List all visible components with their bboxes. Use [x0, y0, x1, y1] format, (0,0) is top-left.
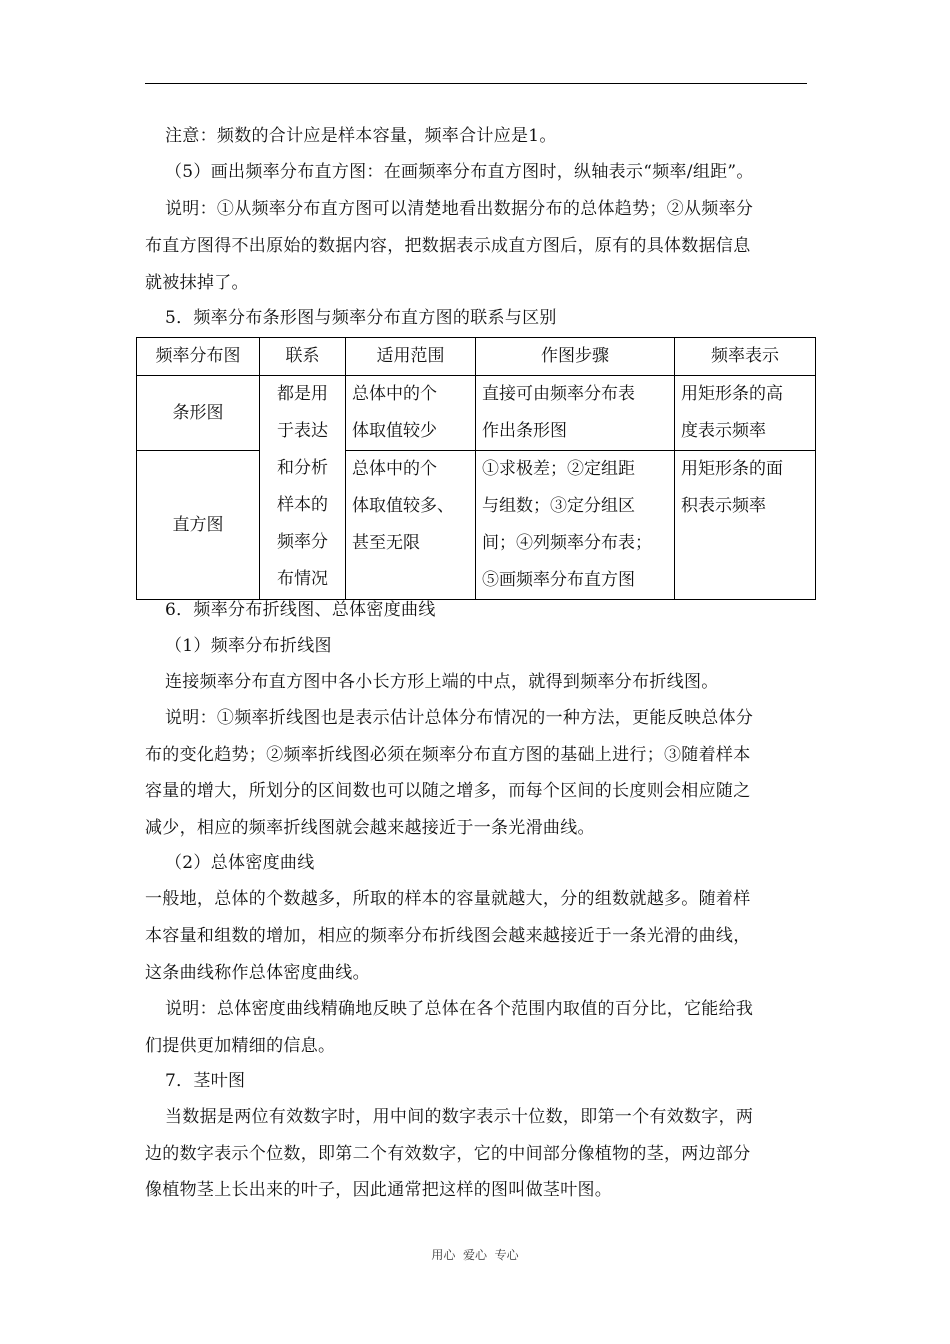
- link-line: 都是用: [277, 384, 328, 404]
- page-footer: 用心 爱心 专心: [431, 1248, 519, 1262]
- row-name-bar: 条形图: [137, 376, 260, 451]
- scope-line: 总体中的个: [352, 459, 437, 479]
- section-6-heading: 6．频率分布折线图、总体密度曲线: [165, 600, 436, 620]
- steps-cell-bar: [476, 376, 675, 451]
- polyline-definition: 连接频率分布直方图中各小长方形上端的中点，就得到频率分布折线图。: [165, 672, 719, 692]
- steps-line: ⑤画频率分布直方图: [482, 570, 635, 590]
- steps-line: 与组数；③定分组区: [482, 496, 635, 516]
- table-row-bar: [137, 376, 816, 451]
- header-rule: [145, 83, 807, 84]
- polyline-explain-3: 容量的增大，所划分的区间数也可以随之增多，而每个区间的长度则会相应随之: [145, 781, 751, 801]
- scope-cell-bar: [346, 376, 476, 451]
- repr-line: 用矩形条的高: [681, 384, 783, 404]
- section-5-heading: 5．频率分布条形图与频率分布直方图的联系与区别: [165, 308, 557, 328]
- scope-cell-histogram: [346, 451, 476, 600]
- table-header-row: [137, 338, 816, 376]
- header-cell: 频率分布图: [137, 338, 260, 376]
- header-cell: 作图步骤: [476, 338, 675, 376]
- note-line: 注意：频数的合计应是样本容量，频率合计应是1。: [165, 126, 557, 146]
- repr-line: 度表示频率: [681, 421, 766, 441]
- scope-line: 体取值较多、: [352, 496, 454, 516]
- explain-line-2: 布直方图得不出原始的数据内容，把数据表示成直方图后，原有的具体数据信息: [145, 236, 751, 256]
- steps-line: 间；④列频率分布表；: [482, 533, 652, 553]
- header-cell: 联系: [260, 338, 346, 376]
- header-cell: 适用范围: [346, 338, 476, 376]
- header-cell: 频率表示: [675, 338, 816, 376]
- density-explain-1: 说明：总体密度曲线精确地反映了总体在各个范围内取值的百分比，它能给我: [165, 999, 754, 1019]
- density-line-2: 本容量和组数的增加，相应的频率分布折线图会越来越接近于一条光滑的曲线，: [145, 926, 751, 946]
- steps-cell-histogram: [476, 451, 675, 600]
- explain-line-1: 说明：①从频率分布直方图可以清楚地看出数据分布的总体趋势；②从频率分: [165, 199, 754, 219]
- polyline-explain-4: 减少，相应的频率折线图就会越来越接近于一条光滑曲线。: [145, 818, 595, 838]
- repr-cell-bar: [675, 376, 816, 451]
- subsection-2-heading: （2）总体密度曲线: [165, 853, 315, 873]
- repr-line: 用矩形条的面: [681, 459, 783, 479]
- polyline-explain-2: 布的变化趋势；②频率折线图必须在频率分布直方图的基础上进行；③随着样本: [145, 745, 751, 765]
- stemleaf-line-2: 边的数字表示个位数，即第二个有效数字，它的中间部分像植物的茎，两边部分: [145, 1144, 751, 1164]
- density-line-3: 这条曲线称作总体密度曲线。: [145, 963, 370, 983]
- repr-cell-histogram: [675, 451, 816, 600]
- step5-line: （5）画出频率分布直方图：在画频率分布直方图时，纵轴表示“频率/组距”。: [165, 162, 754, 182]
- link-cell: [260, 376, 346, 600]
- steps-line: 直接可由频率分布表: [482, 384, 635, 404]
- stemleaf-line-1: 当数据是两位有效数字时，用中间的数字表示十位数，即第一个有效数字，两: [165, 1107, 754, 1127]
- table-row-histogram: [137, 451, 816, 600]
- steps-line: ①求极差；②定组距: [482, 459, 635, 479]
- subsection-1-heading: （1）频率分布折线图: [165, 636, 332, 656]
- row-name-histogram: 直方图: [137, 451, 260, 600]
- explain-line-3: 就被抹掉了。: [145, 273, 249, 293]
- steps-line: 作出条形图: [482, 421, 567, 441]
- link-line: 于表达: [277, 421, 328, 441]
- polyline-explain-1: 说明：①频率折线图也是表示估计总体分布情况的一种方法，更能反映总体分: [165, 708, 754, 728]
- scope-line: 总体中的个: [352, 384, 437, 404]
- scope-line: 甚至无限: [352, 533, 420, 553]
- link-line: 样本的: [277, 495, 328, 515]
- comparison-table: [136, 337, 816, 600]
- link-line: 布情况: [277, 569, 328, 589]
- scope-line: 体取值较少: [352, 421, 437, 441]
- section-7-heading: 7．茎叶图: [165, 1071, 246, 1091]
- density-explain-2: 们提供更加精细的信息。: [145, 1036, 336, 1056]
- density-line-1: 一般地，总体的个数越多，所取的样本的容量就越大，分的组数就越多。随着样: [145, 889, 751, 909]
- repr-line: 积表示频率: [681, 496, 766, 516]
- link-line: 频率分: [277, 532, 328, 552]
- stemleaf-line-3: 像植物茎上长出来的叶子，因此通常把这样的图叫做茎叶图。: [145, 1180, 613, 1200]
- link-line: 和分析: [277, 458, 328, 478]
